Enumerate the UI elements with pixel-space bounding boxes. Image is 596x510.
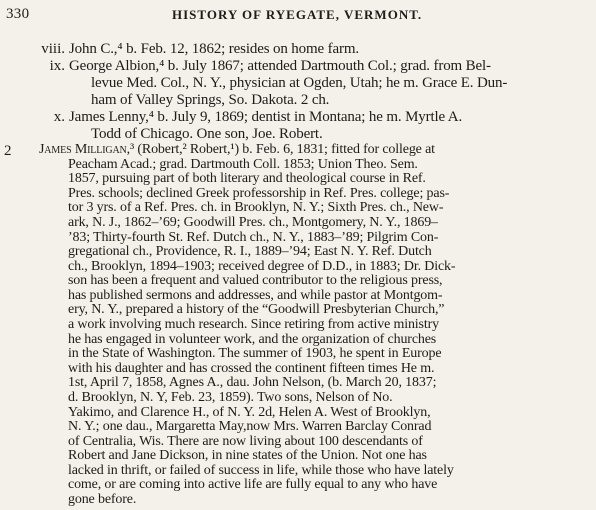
entry-line: N. Y.; one dau., Margaretta May,now Mrs. Warren Barclay Conrad <box>68 419 432 435</box>
entry-line: in the State of Washington. The summer of 1903, he spent in Europe <box>68 346 442 362</box>
entry-line: lacked in thrift, or failed of success in life, while those who have lately <box>68 462 454 478</box>
entry-line: tor 3 yrs. of a Ref. Pres. ch. in Brooklyn, N. Y.; Sixth Pres. ch., New- <box>68 200 444 216</box>
entry-line: gregational ch., Providence, R. I., 1889–’94; East N. Y. Ref. Dutch <box>68 244 432 260</box>
entry-line: Robert and Jane Dickson, in nine states of the Union. Not one has <box>68 448 427 464</box>
entry-line: of Centralia, Wis. There are now living about 100 descendants of <box>68 433 423 449</box>
entry-line: son has been a frequent and valued contributor to the religious press, <box>68 273 443 289</box>
entry-numeral: ix. <box>49 58 65 74</box>
entry-line: ark, N. J., 1862–’69; Goodwill Pres. ch., Montgomery, N. Y., 1869– <box>68 214 438 230</box>
entry-line: Peacham Acad.; grad. Dartmouth Coll. 1853; Union Theo. Sem. <box>68 156 418 172</box>
entry-numeral: 2 <box>4 143 12 159</box>
running-head: HISTORY OF RYEGATE, VERMONT. <box>172 7 423 22</box>
entry-line: d. Brooklyn, N. Y, Feb. 23, 1859). Two sons, Nelson of No. <box>68 389 393 405</box>
entry-line: 1st, April 7, 1858, Agnes A., dau. John Nelson, (b. March 20, 1837; <box>68 375 437 391</box>
entry-line: a work involving much research. Since retiring from active ministry <box>68 317 439 332</box>
entry-numeral: viii. <box>41 41 65 57</box>
entry-line: with his daughter and has crossed the continent fifteen times He m. <box>68 360 435 376</box>
entry-line: Yakimo, and Clarence H., of N. Y. 2d, Helen A. West of Brooklyn, <box>68 404 431 420</box>
entry-line: come, or are coming into active life are fully equal to any who have <box>68 477 438 493</box>
entry-line: ’83; Thirty-fourth St. Ref. Dutch ch., N. Y., 1883–’89; Pilgrim Con- <box>68 229 439 245</box>
entry-line: ham of Valley Springs, So. Dakota. 2 ch. <box>91 92 330 108</box>
entry-line: ch., Brooklyn, 1894–1903; received degree of D.D., in 1883; Dr. Dick- <box>68 258 456 274</box>
entry-line: Pres. schools; declined Greek professorship in Ref. Pres. college; pas- <box>68 185 450 201</box>
entry-line: levue Med. Col., N. Y., physician at Ogden, Utah; he m. Grace E. Dun- <box>91 75 508 91</box>
entry-text: ³ (Robert,² Robert,¹) b. Feb. 6, 1831; fitted for college at <box>129 142 435 157</box>
person-name: James Milligan, <box>39 142 130 157</box>
entry-line: Todd of Chicago. One son, Joe. Robert. <box>91 126 323 142</box>
entry-line: George Albion,⁴ b. July 1867; attended Dartmouth Col.; grad. from Bel- <box>69 58 491 74</box>
entry-line: John C.,⁴ b. Feb. 12, 1862; resides on home farm. <box>69 41 359 57</box>
entry-line: gone before. <box>68 492 137 507</box>
entry-numeral: x. <box>53 109 65 125</box>
page-number: 330 <box>6 6 30 22</box>
entry-line: ery, N. Y., prepared a history of the “Goodwill Presbyterian Church,” <box>68 302 445 318</box>
entry-line: he has engaged in volunteer work, and the organization of churches <box>68 331 437 347</box>
entry-line: has published sermons and addresses, and while pastor at Montgom- <box>68 287 443 303</box>
entry-line: James Lenny,⁴ b. July 9, 1869; dentist in Montana; he m. Myrtle A. <box>69 109 463 125</box>
entry-line <box>39 143 435 157</box>
entry-line: 1857, pursuing part of both literary and theological course in Ref. <box>68 171 426 187</box>
